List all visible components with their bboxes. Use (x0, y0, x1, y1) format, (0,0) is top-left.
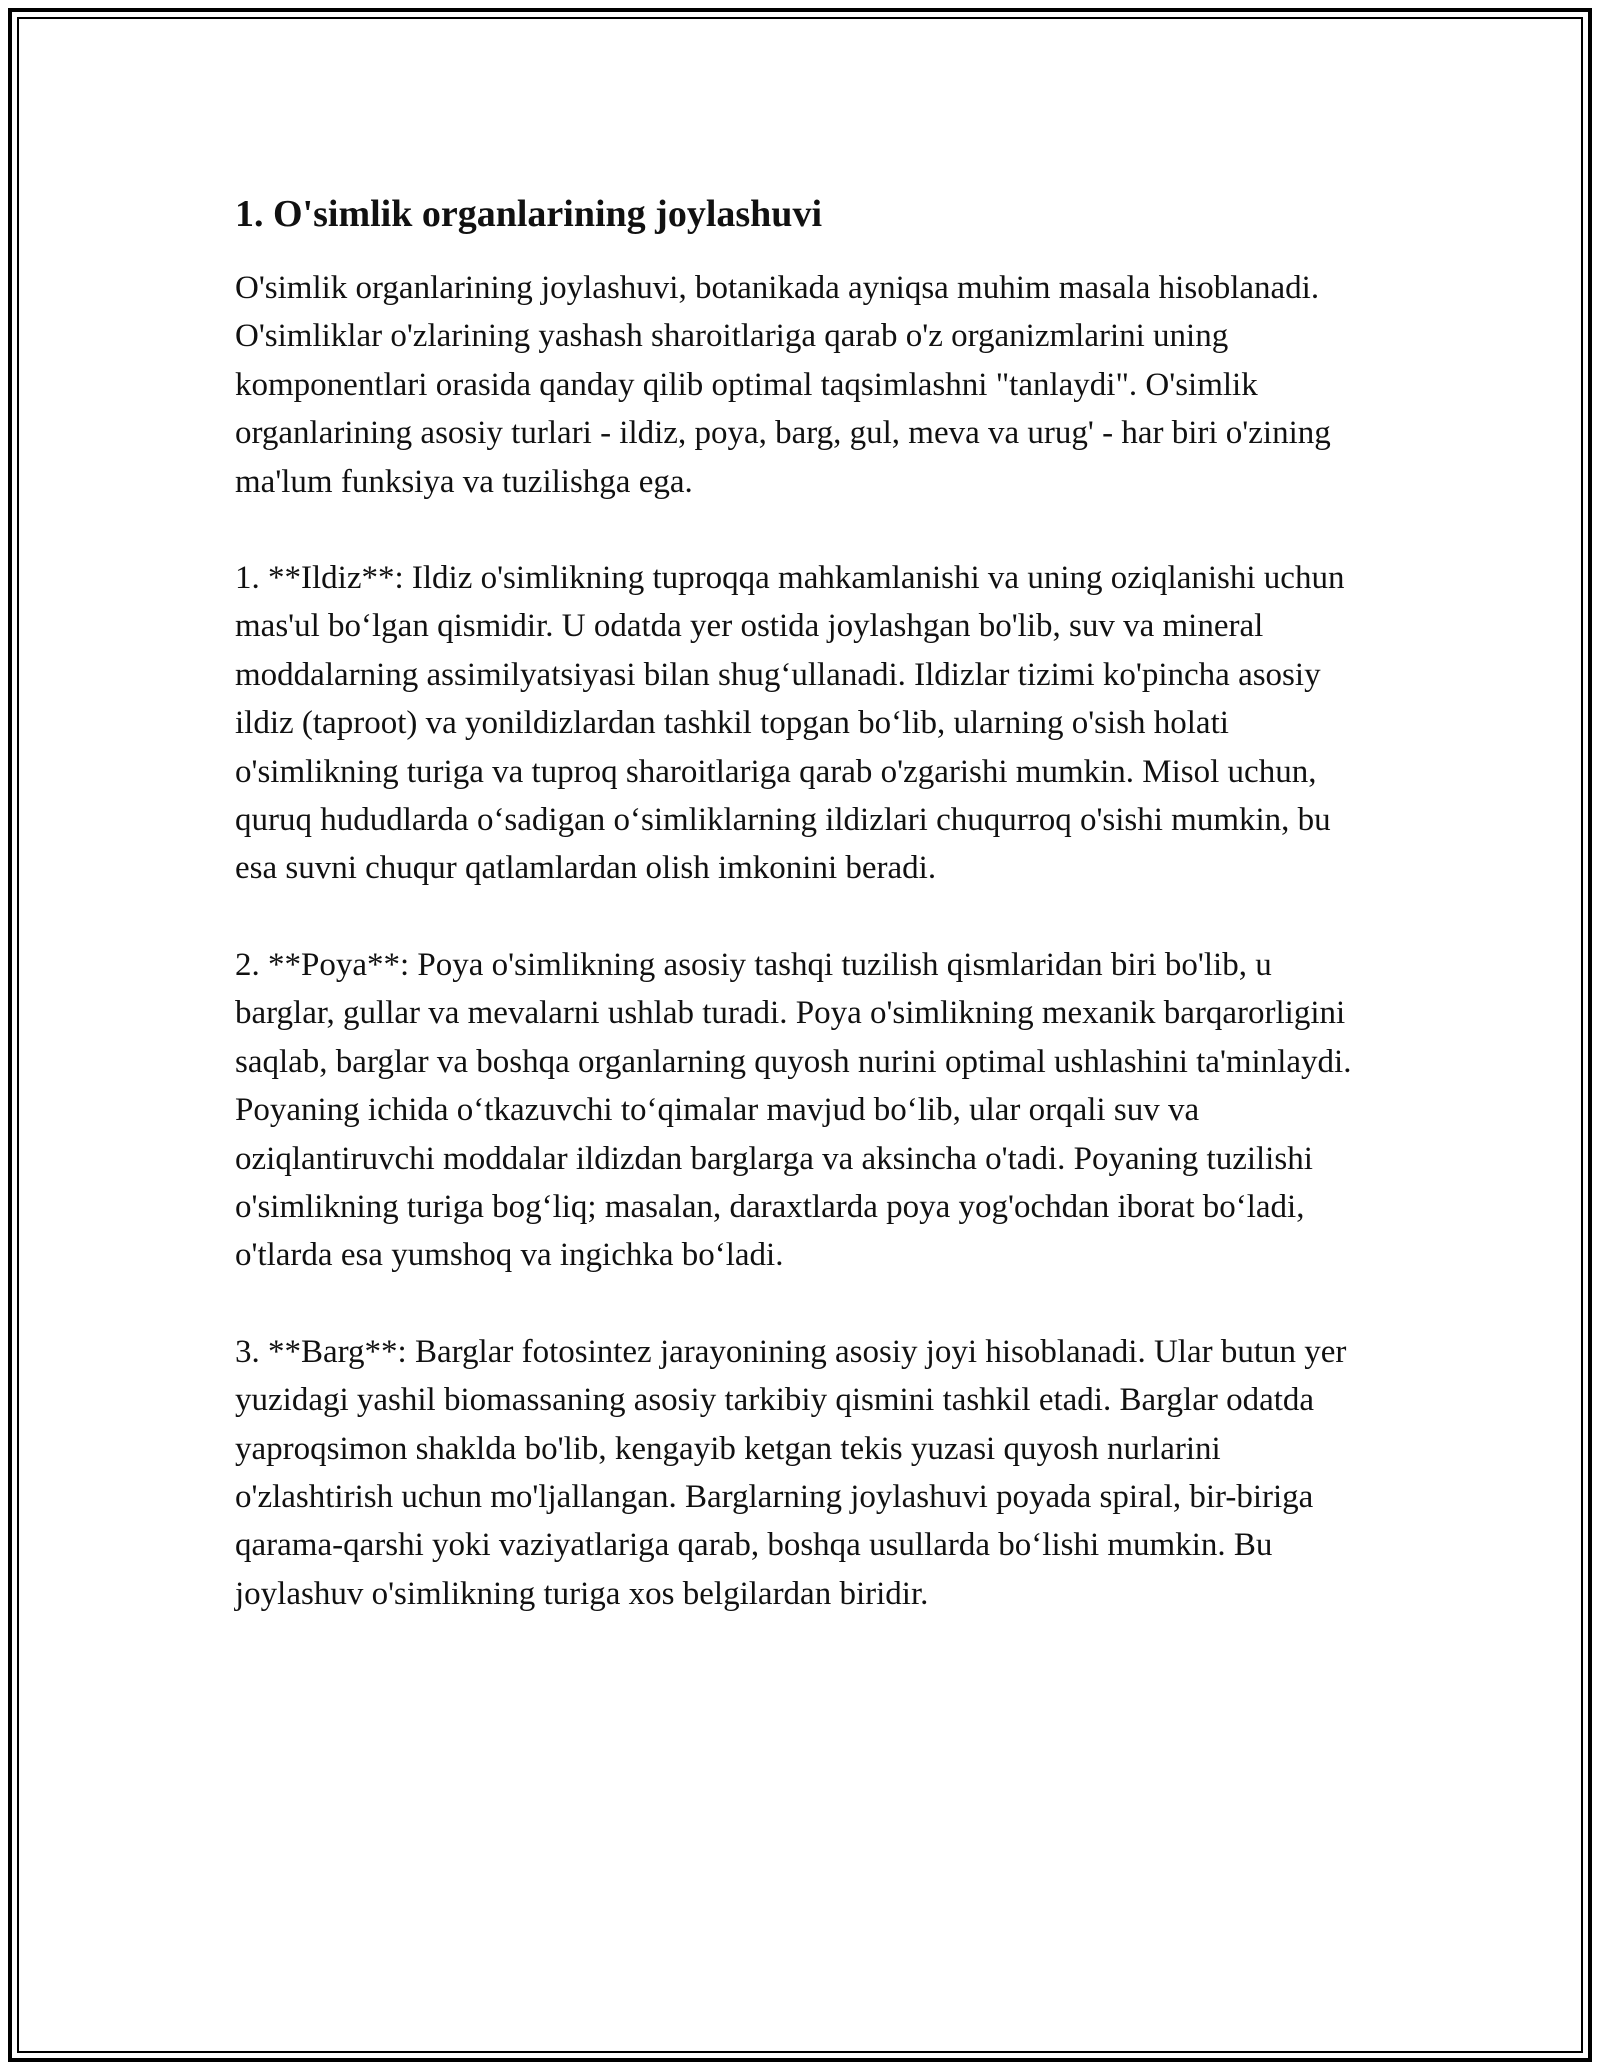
intro-paragraph: O'simlik organlarining joylashuvi, botanikada ayniqsa muhim masala hisoblanadi. O'simliklar o'zlarining yashash sharoitlariga qarab o'z organizmlarini uning komponentlari orasida qanday qilib optimal taqsimlashni "tanlaydi". O'simlik organlarining asosiy turlari - ildiz, poya, barg, gul, meva va urug' - har biri o'zining ma'lum funksiya va tuzilishga ega. (235, 270, 1331, 500)
paragraph-poya: 2. **Poya**: Poya o'simlikning asosiy tashqi tuzilish qismlaridan biri bo'lib, u barglar, gullar va mevalarni ushlab turadi. Poya o'simlikning mexanik barqarorligini saqlab, barglar va boshqa organlarning quyosh nurini optimal ushlashini ta'minlaydi. Poyaning ichida o‘tkazuvchi to‘qimalar mavjud bo‘lib, ular orqali suv va oziqlantiruvchi moddalar ildizdan barglarga va aksincha o'tadi. Poyaning tuzilishi o'simlikning turiga bog‘liq; masalan, daraxtlarda poya yog'ochdan iborat bo‘ladi, o'tlarda esa yumshoq va ingichka bo‘ladi. (235, 946, 1352, 1274)
section-heading: 1. O'simlik organlarining joylashuvi (235, 193, 822, 235)
document-body (235, 186, 1365, 1666)
paragraph-barg: 3. **Barg**: Barglar fotosintez jarayonining asosiy joyi hisoblanadi. Ular butun yer yuzidagi yashil biomassaning asosiy tarkibiy qismini tashkil etadi. Barglar odatda yaproqsimon shaklda bo'lib, kengayib ketgan tekis yuzasi quyosh nurlarini o'zlashtirish uchun mo'ljallangan. Barglarning joylashuvi poyada spiral, bir-biriga qarama-qarshi yoki vaziyatlariga qarab, boshqa usullarda bo‘lishi mumkin. Bu joylashuv o'simlikning turiga xos belgilardan biridir. (235, 1333, 1347, 1612)
paragraph-ildiz: 1. **Ildiz**: Ildiz o'simlikning tuproqqa mahkamlanishi va uning oziqlanishi uchun mas'ul bo‘lgan qismidir. U odatda yer ostida joylashgan bo'lib, suv va mineral moddalarning assimilyatsiyasi bilan shug‘ullanadi. Ildizlar tizimi ko'pincha asosiy ildiz (taproot) va yonildizlardan tashkil topgan bo‘lib, ularning o'sish holati o'simlikning turiga va tuproq sharoitlariga qarab o'zgarishi mumkin. Misol uchun, quruq hududlarda o‘sadigan o‘simliklarning ildizlari chuqurroq o'sishi mumkin, bu esa suvni chuqur qatlamlardan olish imkonini beradi. (235, 560, 1345, 887)
